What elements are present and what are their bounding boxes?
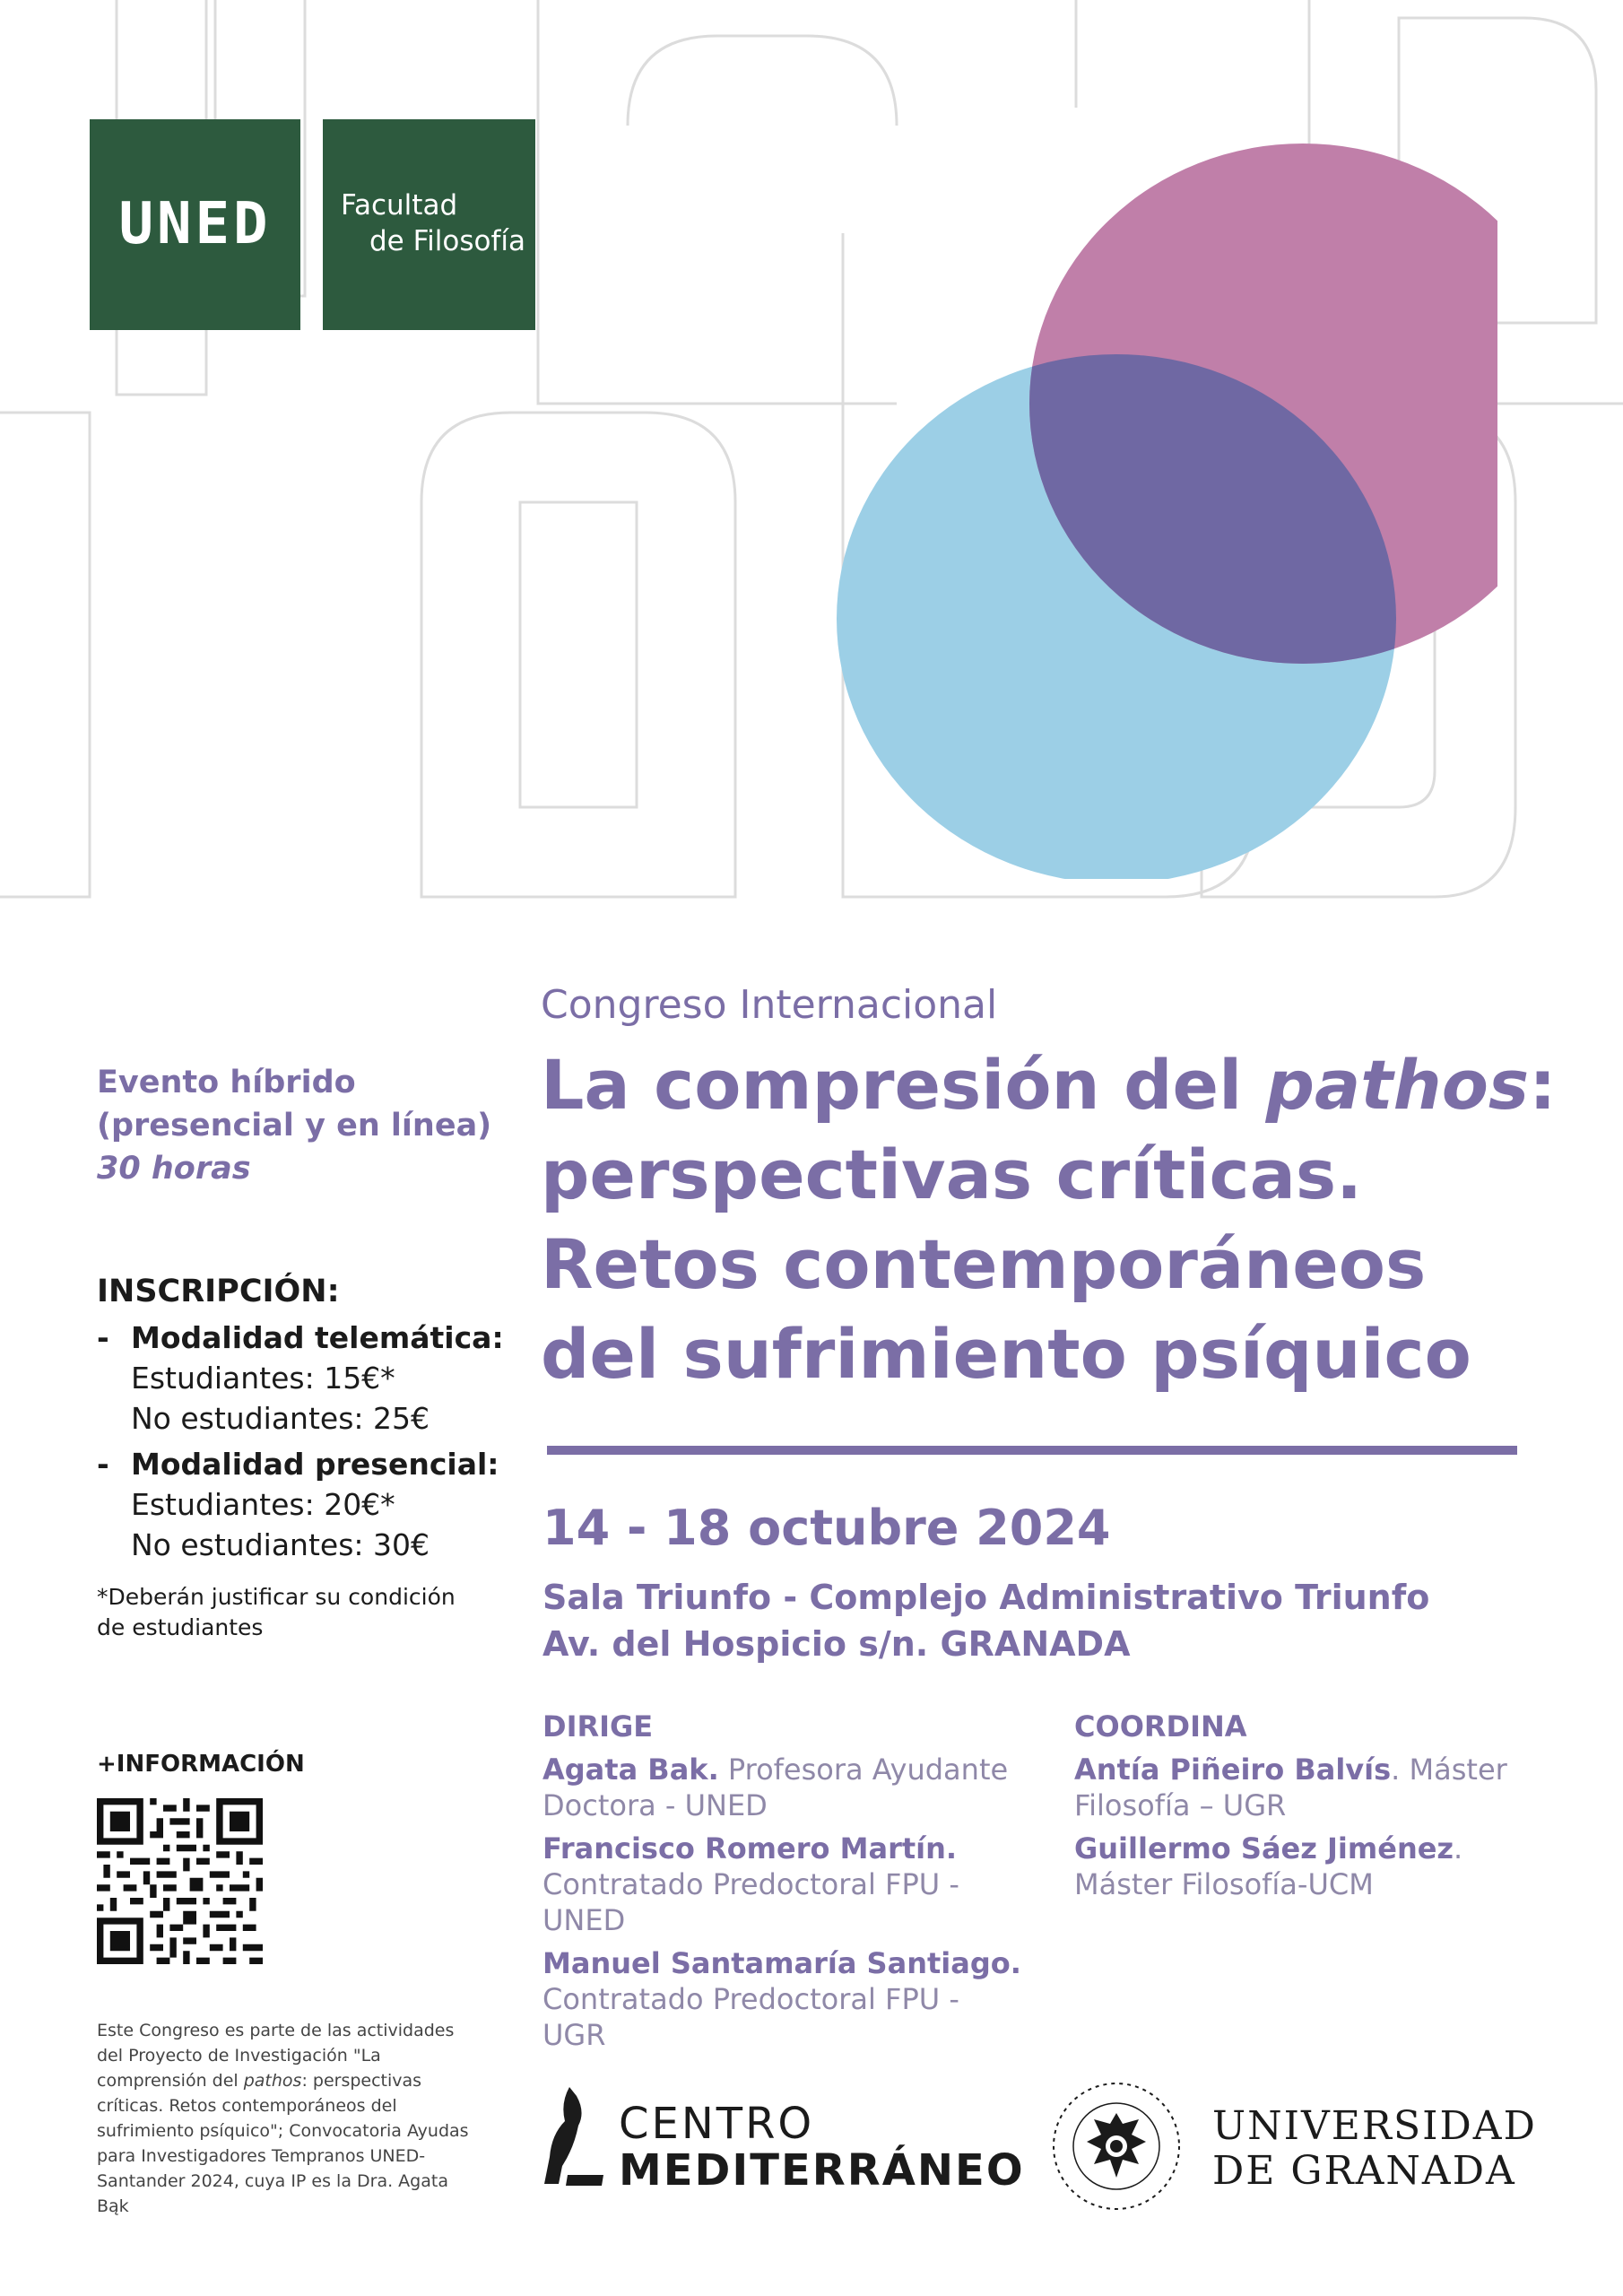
uned-logo — [90, 119, 300, 330]
coordinator-item — [1074, 1752, 1541, 1823]
students-note — [97, 1582, 509, 1643]
event-title — [541, 1040, 1581, 1399]
person-name: Manuel Santamaría Santiago. — [542, 1946, 1021, 1980]
ugr-line2: DE GRANADA — [1212, 2148, 1516, 2194]
coordinators-heading: COORDINA — [1074, 1709, 1247, 1744]
note-line1: *Deberán justificar su condición — [97, 1584, 456, 1610]
coordinators-column — [1074, 1709, 1541, 1909]
title-line1 — [541, 1040, 1581, 1130]
facultad-line2: de Filosofía — [369, 225, 526, 257]
registration-section — [97, 1274, 509, 1643]
footnote-part1: Este Congreso es parte de las actividades del Proyecto de Investigación "La comprensión del — [97, 2021, 455, 2091]
person-role: . Máster Filosofía – UGR — [1074, 1752, 1507, 1822]
person-role: Contratado Predoctoral FPU - UNED — [542, 1867, 959, 1937]
uned-logo-text: UNED — [118, 191, 272, 257]
modality-telematic: - Modalidad telemática: — [97, 1320, 504, 1355]
title-italic: pathos — [1265, 1045, 1530, 1125]
title-line3: Retos contemporáneos — [541, 1224, 1427, 1304]
event-format — [97, 1061, 491, 1190]
person-role: Contratado Predoctoral FPU - UGR — [542, 1982, 959, 2052]
directors-column — [542, 1709, 1027, 2060]
title-divider — [547, 1446, 1517, 1455]
centro-line2: MEDITERRÁNEO — [619, 2145, 1025, 2196]
event-type-line1: Evento híbrido — [97, 1065, 356, 1100]
event-venue — [542, 1574, 1429, 1667]
project-footnote — [97, 2018, 473, 2219]
facultad-filosofia-logo — [323, 119, 535, 330]
coordinator-item — [1074, 1831, 1541, 1902]
universidad-granada-logo — [1212, 2104, 1537, 2194]
centro-mediterraneo-logo — [619, 2100, 1025, 2194]
event-dates: 14 - 18 octubre 2024 — [542, 1500, 1111, 1556]
director-item — [542, 1945, 1027, 2053]
venue-line1: Sala Triunfo - Complejo Administrativo Triunfo — [542, 1578, 1430, 1617]
title-part1: La compresión del — [541, 1045, 1266, 1125]
note-line2: de estudiantes — [97, 1614, 264, 1640]
qr-code[interactable] — [97, 1798, 263, 1964]
registration-title: INSCRIPCIÓN: — [97, 1274, 340, 1309]
event-type-line2: (presencial y en línea) — [97, 1108, 492, 1144]
price-presencial-students: Estudiantes: 20€* — [131, 1487, 395, 1522]
modality-presencial: - Modalidad presencial: — [97, 1447, 499, 1482]
person-name: Agata Bak. — [542, 1752, 719, 1787]
overlapping-circles-graphic — [753, 135, 1497, 879]
title-line4: del sufrimiento psíquico — [541, 1314, 1471, 1394]
event-subtitle: Congreso Internacional — [541, 982, 998, 1028]
more-info-label: +INFORMACIÓN — [97, 1751, 305, 1778]
facultad-line1: Facultad — [341, 189, 458, 222]
director-item — [542, 1831, 1027, 1938]
venue-line2: Av. del Hospicio s/n. GRANADA — [542, 1624, 1131, 1664]
footnote-part2: : perspectivas críticas. Retos contemporáneos del sufrimiento psíquico"; Convocatoria Ayudas para Investigadores Tempranos UNED-Santander 2024, cuya IP es la Dra. Agata Bąk — [97, 2071, 469, 2216]
title-part2: : — [1529, 1045, 1557, 1125]
person-name: Antía Piñeiro Balvís — [1074, 1752, 1392, 1787]
person-name: Francisco Romero Martín. — [542, 1831, 958, 1866]
person-name: Guillermo Sáez Jiménez — [1074, 1831, 1454, 1866]
modality-presencial-label: Modalidad presencial: — [131, 1447, 499, 1482]
price-telematic-students: Estudiantes: 15€* — [131, 1361, 395, 1396]
director-item — [542, 1752, 1027, 1823]
person-role: . Máster Filosofía-UCM — [1074, 1831, 1463, 1901]
event-hours: 30 horas — [97, 1151, 251, 1187]
price-telematic-others: No estudiantes: 25€ — [131, 1401, 430, 1436]
modality-telematic-label: Modalidad telemática: — [131, 1320, 504, 1355]
footnote-italic: pathos — [243, 2071, 302, 2091]
centro-mediterraneo-icon — [542, 2085, 605, 2193]
ugr-seal-icon — [1049, 2079, 1184, 2213]
price-presencial-others: No estudiantes: 30€ — [131, 1527, 430, 1562]
directors-heading: DIRIGE — [542, 1709, 654, 1744]
person-role: Profesora Ayudante Doctora - UNED — [542, 1752, 1009, 1822]
ugr-line1: UNIVERSIDAD — [1212, 2103, 1537, 2149]
centro-line1: CENTRO — [619, 2099, 815, 2149]
title-line2: perspectivas críticas. — [541, 1135, 1362, 1214]
